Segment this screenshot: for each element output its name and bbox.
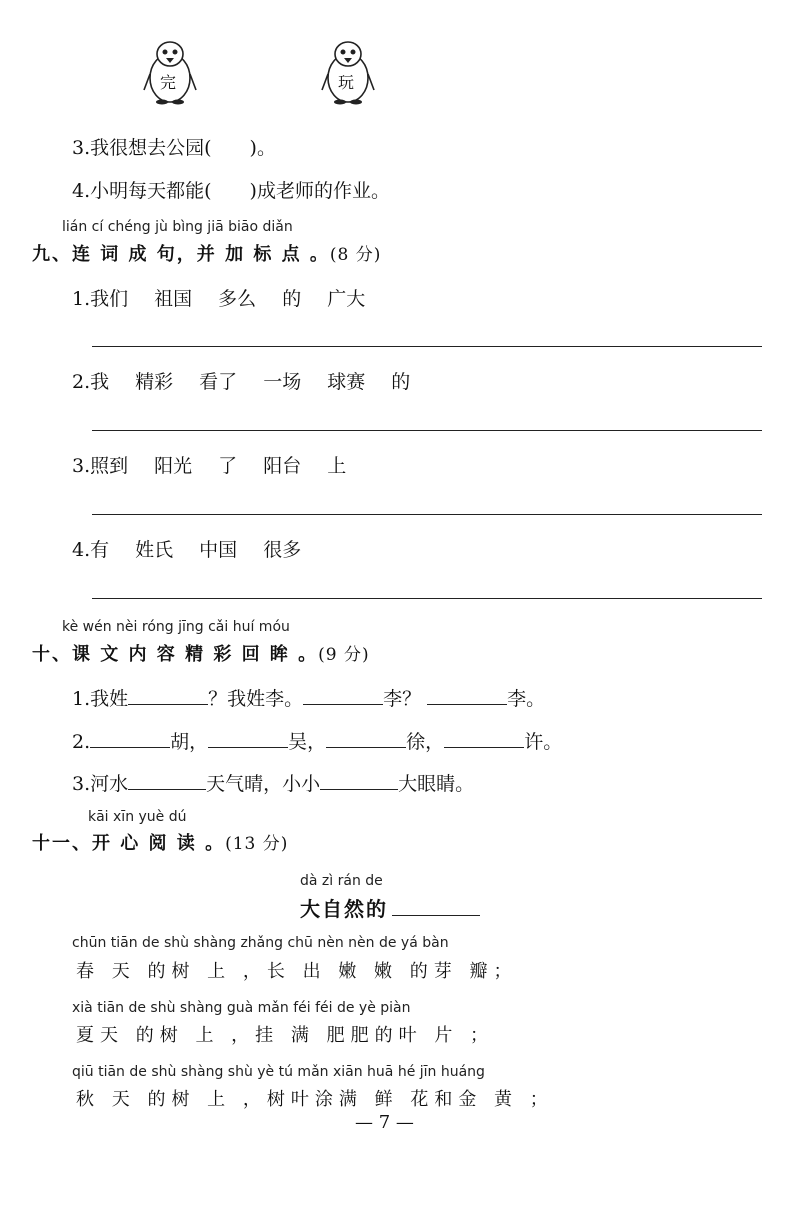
poem-pinyin-1: chūn tiān de shù shàng zhǎng chū nèn nèn de yá bàn: [72, 935, 449, 951]
fill-in-item-3: [72, 133, 276, 160]
line-text: 李。: [507, 688, 546, 710]
section11-pinyin: kāi xīn yuè dú: [88, 809, 187, 825]
item-number: 2.: [72, 371, 91, 393]
blank-field[interactable]: [128, 771, 206, 790]
word: 阳台: [263, 455, 302, 477]
penguin-char: 完: [160, 73, 177, 92]
poem-line-1: 春 天 的树 上 ，长 出 嫩 嫩 的芽 瓣；: [76, 961, 518, 982]
item-text: 3.我很想去公园(: [72, 137, 212, 159]
word: 一场: [263, 371, 302, 393]
word: 上: [327, 455, 347, 477]
sentence-item-4: [72, 535, 327, 562]
word: 的: [282, 288, 302, 310]
line-text: 许。: [524, 731, 563, 753]
word: 了: [218, 455, 238, 477]
section9-pinyin: lián cí chéng jù bìng jiā biāo diǎn: [62, 219, 293, 235]
blank-field[interactable]: [90, 729, 170, 748]
word: 看了: [199, 371, 238, 393]
section9-heading: [32, 240, 381, 266]
penguin-illustration-1: [140, 40, 200, 106]
penguin-illustration-2: [318, 40, 378, 106]
word: 中国: [199, 539, 238, 561]
item-text: )。: [249, 137, 276, 159]
blank-field[interactable]: [208, 729, 288, 748]
word: 祖国: [154, 288, 193, 310]
heading-text: 九、连 词 成 句，并 加 标 点 。: [32, 244, 330, 265]
answer-line[interactable]: [92, 514, 762, 515]
word: 的: [391, 371, 411, 393]
word: 广大: [327, 288, 366, 310]
title-pinyin: dà zì rán de: [300, 873, 383, 889]
sentence-item-1: [72, 284, 391, 311]
fill-in-line-1: [72, 684, 545, 711]
fill-in-line-3: [72, 769, 474, 796]
line-text: 胡，: [170, 731, 209, 753]
line-text: 徐，: [406, 731, 445, 753]
blank-field[interactable]: [303, 686, 383, 705]
sentence-item-3: [72, 451, 372, 478]
item-text: 4.小明每天都能(: [72, 180, 212, 202]
word: 多么: [218, 288, 257, 310]
answer-line[interactable]: [92, 430, 762, 431]
section11-heading: [32, 829, 288, 855]
blank-field[interactable]: [326, 729, 406, 748]
line-text: 吴，: [288, 731, 327, 753]
line-text: 1.我姓: [72, 688, 129, 710]
answer-line[interactable]: [92, 346, 762, 347]
poem-pinyin-2: xià tiān de shù shàng guà mǎn féi féi de yè piàn: [72, 1000, 411, 1016]
word: 照到: [90, 455, 129, 477]
line-text: 2.: [72, 731, 91, 753]
sentence-item-2: [72, 367, 436, 394]
blank-field[interactable]: [128, 686, 208, 705]
heading-text: 十、课 文 内 容 精 彩 回 眸 。: [32, 644, 319, 665]
item-number: 3.: [72, 455, 91, 477]
heading-text: 十一、开 心 阅 读 。: [32, 833, 226, 854]
poem-line-3: 秋 天 的树 上 ，树叶涂满 鲜 花和金 黄 ；: [76, 1089, 554, 1110]
word: 很多: [263, 539, 302, 561]
line-text: 李？: [383, 688, 422, 710]
section10-heading: [32, 640, 370, 666]
title-blank[interactable]: [392, 897, 480, 916]
blank-field[interactable]: [320, 771, 398, 790]
section-score: (8 分): [329, 245, 382, 265]
title-text: 大自然的: [300, 897, 388, 921]
word: 姓氏: [135, 539, 174, 561]
word: 我: [90, 371, 110, 393]
poem-pinyin-3: qiū tiān de shù shàng shù yè tú mǎn xiān huā hé jīn huáng: [72, 1064, 485, 1080]
fill-in-item-4: [72, 176, 390, 203]
blank-field[interactable]: [444, 729, 524, 748]
word: 球赛: [327, 371, 366, 393]
section-score: (13 分): [225, 834, 289, 854]
section10-pinyin: kè wén nèi róng jīng cǎi huí móu: [62, 619, 290, 635]
answer-line[interactable]: [92, 598, 762, 599]
line-text: 3.河水: [72, 773, 129, 795]
item-number: 1.: [72, 288, 91, 310]
item-number: 4.: [72, 539, 91, 561]
word: 精彩: [135, 371, 174, 393]
word: 阳光: [154, 455, 193, 477]
blank-field[interactable]: [427, 686, 507, 705]
word: 有: [90, 539, 110, 561]
page-number: — 7 —: [355, 1112, 414, 1133]
item-text: )成老师的作业。: [249, 180, 390, 202]
fill-in-line-2: [72, 727, 562, 754]
penguin-char: 玩: [338, 73, 355, 92]
reading-title: [300, 893, 480, 922]
line-text: ？我姓李。: [208, 688, 304, 710]
section-score: (9 分): [318, 645, 370, 665]
line-text: 天气晴，小小: [206, 773, 321, 795]
line-text: 大眼睛。: [398, 773, 475, 795]
poem-line-2: 夏天 的树 上 ，挂 满 肥肥的叶 片 ；: [76, 1025, 495, 1046]
word: 我们: [90, 288, 129, 310]
